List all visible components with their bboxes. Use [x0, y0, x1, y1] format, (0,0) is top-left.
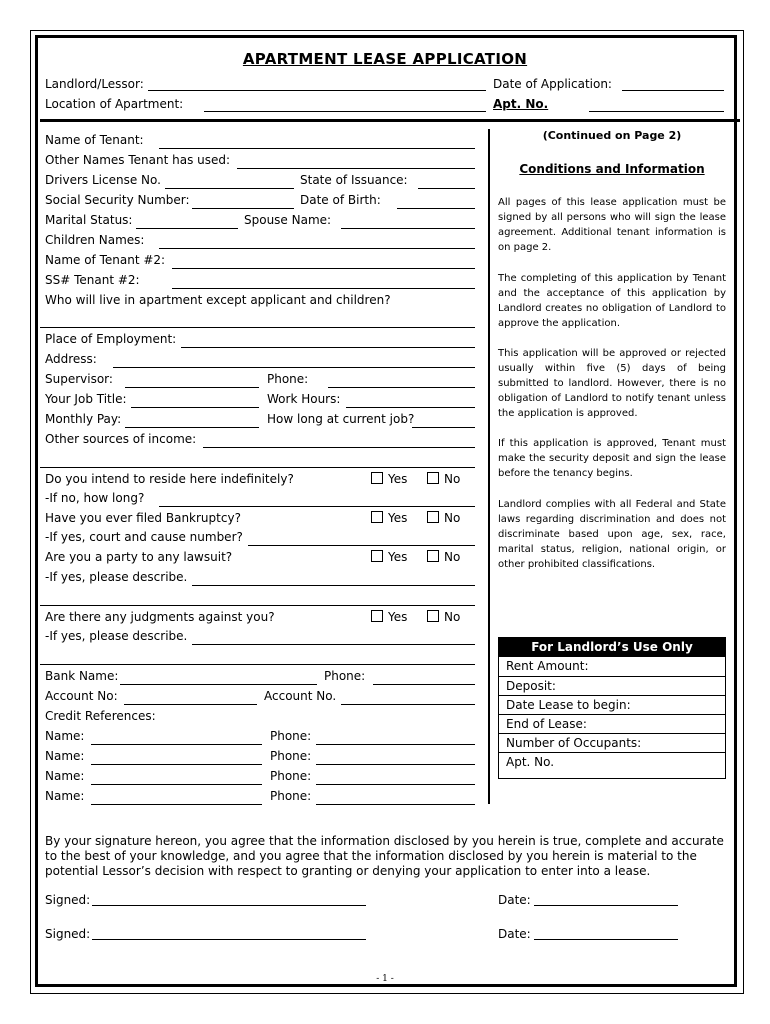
monthly-pay-label: Monthly Pay:: [45, 412, 122, 426]
how-long-label: How long at current job?: [267, 412, 415, 426]
location-label: Location of Apartment:: [45, 97, 184, 111]
signed-label: Signed:: [45, 893, 91, 907]
landlord-row-end-lease[interactable]: End of Lease:: [499, 714, 725, 733]
state-issuance-label: State of Issuance:: [300, 173, 408, 187]
dob-field[interactable]: [397, 208, 475, 209]
conditions-heading: Conditions and Information: [519, 162, 705, 176]
sign-date-label: Date:: [498, 893, 531, 907]
marital-status-label: Marital Status:: [45, 213, 133, 227]
children-names-label: Children Names:: [45, 233, 145, 247]
lawsuit-describe-field[interactable]: [192, 585, 475, 586]
landlord-use-heading: For Landlord’s Use Only: [499, 638, 725, 657]
date-application-field[interactable]: [622, 90, 724, 91]
reside-question: Do you intend to reside here indefinitely?: [45, 472, 294, 486]
spouse-name-field[interactable]: [341, 228, 475, 229]
other-income-label: Other sources of income:: [45, 432, 197, 446]
account-no2-label: Account No.: [264, 689, 337, 703]
bankruptcy-yes-label: Yes: [388, 511, 408, 525]
date-application-label: Date of Application:: [493, 77, 612, 91]
questions-divider: [40, 605, 475, 606]
reside-no-label: No: [444, 472, 461, 486]
landlord-row-lease-begin[interactable]: Date Lease to begin:: [499, 695, 725, 714]
marital-status-field[interactable]: [136, 228, 238, 229]
bankruptcy-no-checkbox[interactable]: [427, 511, 439, 523]
landlord-label: Landlord/Lessor:: [45, 77, 144, 91]
conditions-paragraph: The completing of this application by Tenant and the acceptance of this application by Landlord creates no obligation of Landlord to approve the application.: [498, 273, 726, 329]
other-names-label: Other Names Tenant has used:: [45, 153, 231, 167]
reference-phone-field[interactable]: [316, 784, 475, 785]
lawsuit-yes-checkbox[interactable]: [371, 550, 383, 562]
who-live-field[interactable]: [40, 327, 475, 328]
dob-label: Date of Birth:: [300, 193, 381, 207]
conditions-paragraph: If this application is approved, Tenant must make the security deposit and sign the lease before the tenancy begins.: [498, 438, 726, 479]
account-no-field[interactable]: [124, 704, 257, 705]
supervisor-phone-field[interactable]: [328, 387, 475, 388]
reference-phone-field[interactable]: [316, 804, 475, 805]
if-no-how-long-label: -If no, how long?: [45, 491, 145, 505]
judgments-question: Are there any judgments against you?: [45, 610, 275, 624]
employment-address-field[interactable]: [113, 367, 475, 368]
other-income-field[interactable]: [203, 447, 475, 448]
sign-date-label: Date:: [498, 927, 531, 941]
ssn-label: Social Security Number:: [45, 193, 190, 207]
reference-name-field[interactable]: [91, 744, 262, 745]
landlord-field[interactable]: [148, 90, 486, 91]
landlord-row-occupants[interactable]: Number of Occupants:: [499, 733, 725, 752]
work-hours-label: Work Hours:: [267, 392, 341, 406]
landlord-use-box: [498, 637, 726, 779]
conditions-paragraph: This application will be approved or rejected usually within five (5) days of being submitted to landlord. However, there is no obligation of Landlord to notify tenant unless the application is approved.: [498, 348, 726, 419]
lawsuit-no-checkbox[interactable]: [427, 550, 439, 562]
monthly-pay-field[interactable]: [125, 427, 259, 428]
conditions-paragraph: All pages of this lease application must be signed by all persons who will sign the lease agreement. Additional tenant information is on page 2.: [498, 197, 726, 253]
account-no-label: Account No:: [45, 689, 118, 703]
sign-date-field[interactable]: [534, 905, 678, 906]
how-long-field[interactable]: [412, 427, 475, 428]
children-names-field[interactable]: [159, 248, 475, 249]
employment-place-label: Place of Employment:: [45, 332, 177, 346]
landlord-row-deposit[interactable]: Deposit:: [499, 676, 725, 695]
lawsuit-question: Are you a party to any lawsuit?: [45, 550, 233, 564]
bank-phone-label: Phone:: [324, 669, 366, 683]
bank-name-field[interactable]: [120, 684, 317, 685]
reference-phone-label: Phone:: [270, 749, 312, 763]
court-cause-field[interactable]: [248, 545, 475, 546]
judgments-no-label: No: [444, 610, 461, 624]
apt-no-label: Apt. No.: [493, 97, 549, 111]
lawsuit-describe-label: -If yes, please describe.: [45, 570, 188, 584]
reference-phone-label: Phone:: [270, 769, 312, 783]
bankruptcy-question: Have you ever filed Bankruptcy?: [45, 511, 241, 525]
conditions-paragraph: Landlord complies with all Federal and State laws regarding discrimination and does not discriminate based upon age, sex, race, marital status, religion, national origin, or other prohibited classifications.: [498, 499, 726, 570]
location-field[interactable]: [204, 111, 486, 112]
reference-phone-label: Phone:: [270, 729, 312, 743]
reference-phone-field[interactable]: [316, 764, 475, 765]
column-divider: [488, 129, 490, 804]
signature-line[interactable]: [92, 905, 366, 906]
ss-tenant2-label: SS# Tenant #2:: [45, 273, 140, 287]
drivers-license-field[interactable]: [165, 188, 294, 189]
landlord-row-apt-no[interactable]: Apt. No.: [499, 752, 725, 771]
reference-name-label: Name:: [45, 769, 85, 783]
tenant2-name-label: Name of Tenant #2:: [45, 253, 166, 267]
other-names-field[interactable]: [237, 168, 475, 169]
judgments-describe-label: -If yes, please describe.: [45, 629, 188, 643]
signed-label: Signed:: [45, 927, 91, 941]
lawsuit-no-label: No: [444, 550, 461, 564]
tenant-name-label: Name of Tenant:: [45, 133, 144, 147]
reference-name-label: Name:: [45, 749, 85, 763]
judgments-describe-field[interactable]: [192, 644, 475, 645]
ss-tenant2-field[interactable]: [172, 288, 475, 289]
judgments-yes-label: Yes: [388, 610, 408, 624]
page-number: - 1 -: [376, 974, 394, 984]
reference-phone-label: Phone:: [270, 789, 312, 803]
if-no-how-long-field[interactable]: [159, 506, 475, 507]
supervisor-label: Supervisor:: [45, 372, 113, 386]
continued-note: (Continued on Page 2): [542, 129, 682, 142]
employment-divider: [40, 467, 475, 468]
bankruptcy-no-label: No: [444, 511, 461, 525]
reference-name-field[interactable]: [91, 804, 262, 805]
judgments-no-checkbox[interactable]: [427, 610, 439, 622]
sign-date-field[interactable]: [534, 939, 678, 940]
state-issuance-field[interactable]: [418, 188, 475, 189]
landlord-use-rows: [499, 657, 725, 771]
lawsuit-yes-label: Yes: [388, 550, 408, 564]
supervisor-field[interactable]: [125, 387, 259, 388]
signature-statement: By your signature hereon, you agree that the information disclosed by you herein is true, complete and accurate to the best of your knowledge, and you agree that the information disclosed by you herein is material to the potential Lessor’s decision with respect to granting or denying your application to enter into a lease.: [45, 834, 724, 878]
tenant-name-field[interactable]: [159, 148, 475, 149]
landlord-row-rent-amount[interactable]: Rent Amount:: [506, 659, 589, 673]
spouse-name-label: Spouse Name:: [244, 213, 332, 227]
job-title-label: Your Job Title:: [45, 392, 127, 406]
judgments-divider: [40, 664, 475, 665]
work-hours-field[interactable]: [346, 407, 475, 408]
bank-phone-field[interactable]: [373, 684, 475, 685]
reference-name-field[interactable]: [91, 764, 262, 765]
reference-name-label: Name:: [45, 729, 85, 743]
account-no2-field[interactable]: [341, 704, 475, 705]
reside-yes-label: Yes: [388, 472, 408, 486]
supervisor-phone-label: Phone:: [267, 372, 309, 386]
page-title: APARTMENT LEASE APPLICATION: [242, 50, 528, 68]
header-divider: [40, 119, 740, 122]
court-cause-label: -If yes, court and cause number?: [45, 530, 243, 544]
job-title-field[interactable]: [131, 407, 259, 408]
signature-line[interactable]: [92, 939, 366, 940]
employment-place-field[interactable]: [181, 347, 475, 348]
bank-name-label: Bank Name:: [45, 669, 119, 683]
reside-yes-checkbox[interactable]: [371, 472, 383, 484]
apt-no-field[interactable]: [589, 111, 724, 112]
reference-name-field[interactable]: [91, 784, 262, 785]
employment-address-label: Address:: [45, 352, 97, 366]
who-live-label: Who will live in apartment except applicant and children?: [45, 293, 391, 307]
judgments-yes-checkbox[interactable]: [371, 610, 383, 622]
tenant2-name-field[interactable]: [172, 268, 475, 269]
reside-no-checkbox[interactable]: [427, 472, 439, 484]
reference-name-label: Name:: [45, 789, 85, 803]
reference-phone-field[interactable]: [316, 744, 475, 745]
ssn-field[interactable]: [192, 208, 294, 209]
credit-references-label: Credit References:: [45, 709, 156, 723]
drivers-license-label: Drivers License No.: [45, 173, 161, 187]
bankruptcy-yes-checkbox[interactable]: [371, 511, 383, 523]
